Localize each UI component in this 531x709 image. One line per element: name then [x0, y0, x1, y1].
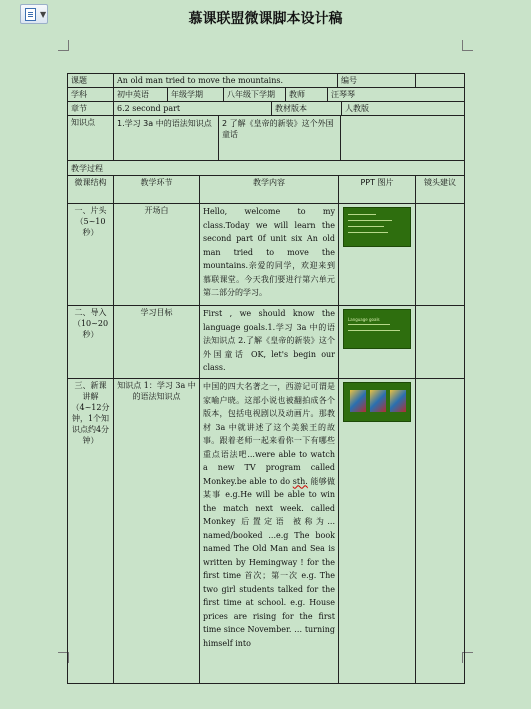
- row-3-structure: 三、新课讲解（4~12分钟，1个知识点约4分钟）: [68, 379, 114, 684]
- crop-mark: [58, 40, 69, 51]
- teacher-label: 教师: [285, 88, 327, 101]
- row-3-ppt: [339, 379, 416, 684]
- knowledge-point-2: 2 了解《皇帝的新装》这个外国童话: [218, 116, 340, 160]
- chevron-down-icon: ▼: [40, 9, 47, 19]
- ppt-thumbnail: [343, 309, 411, 349]
- row-2-content: First , we should know the language goals.1.学习 3a 中的语法知识点 2.了解《皇帝的新装》这个外国童话 OK, let's begin our class.: [200, 306, 339, 379]
- topic-value: An old man tried to move the mountains.: [117, 76, 284, 85]
- row-1-camera: [416, 204, 465, 306]
- grade-label: 年级学期: [167, 88, 223, 101]
- grade-value: 八年级下学期: [223, 88, 285, 101]
- knowledge-point-1: 1.学习 3a 中的语法知识点: [117, 119, 212, 128]
- header-camera: 镜头建议: [416, 176, 465, 204]
- row-1-content: Hello, welcome to my class.Today we will learn the second part 0f unit six An old man tried to move the mountains.亲爱的同学，欢迎来到慕联课堂。今天我们要进行第六单元第二部分的学习。: [200, 204, 339, 306]
- teacher-value: 汪琴琴: [327, 88, 464, 101]
- ppt-image: [370, 390, 386, 412]
- number-label: 编号: [337, 74, 415, 87]
- document-title: 慕课联盟微课脚本设计稿: [188, 11, 343, 27]
- row-3-camera: [416, 379, 465, 684]
- ppt-title: Language goals: [348, 317, 380, 322]
- number-value: [416, 74, 465, 88]
- header-content: 教学内容: [200, 176, 339, 204]
- header-stage: 教学环节: [114, 176, 200, 204]
- subject-label: 学科: [68, 88, 114, 102]
- ppt-image: [390, 390, 406, 412]
- row-2-structure: 二、导入（10~20秒）: [68, 306, 114, 379]
- knowledge-label: 知识点: [68, 116, 114, 161]
- row-2-stage: 学习目标: [114, 306, 200, 379]
- row-1-stage: 开场白: [114, 204, 200, 306]
- header-ppt: PPT 图片: [339, 176, 416, 204]
- row-1-structure: 一、片头（5~10秒）: [68, 204, 114, 306]
- row-3-stage: 知识点 1：学习 3a 中的语法知识点: [114, 379, 200, 684]
- edition-value: 人教版: [341, 102, 464, 115]
- section-label: 章节: [68, 102, 114, 116]
- ppt-image: [350, 390, 366, 412]
- crop-mark: [462, 40, 473, 51]
- subject-value: 初中英语: [117, 90, 149, 99]
- row-1-ppt: [339, 204, 416, 306]
- row-2-camera: [416, 306, 465, 379]
- section-value: 6.2 second part: [117, 104, 181, 113]
- row-2-ppt: [339, 306, 416, 379]
- header-structure: 微课结构: [68, 176, 114, 204]
- topic-label: 课题: [68, 74, 114, 88]
- edition-label: 教材版本: [271, 102, 341, 115]
- ppt-thumbnail: [343, 207, 411, 247]
- ppt-thumbnail: [343, 382, 411, 422]
- script-design-table: [67, 73, 465, 684]
- row-3-content: 中国的四大名著之一，西游记可谓是家喻户晓。这部小说也被翻拍成各个版本，包括电视剧以及动画片。那教材 3a 中就讲述了这个美猴王的故事。跟着老师一起来看你一下有哪些重点语法吧...were able to watch a new TV program called Monkey.be able to do sth. 能够做某事 e.g.He will be able to win the match next week. called Monkey 后置定语 被称为... named/booked ...e.g The book named The Old Man and Sea is written by Hemingway ! for the first time 首次；第一次 e.g. The two girl students talked for the first time at school. e.g. House prices are rising for the first time since November. … turning himself into: [200, 379, 339, 684]
- process-label: 教学过程: [68, 161, 465, 176]
